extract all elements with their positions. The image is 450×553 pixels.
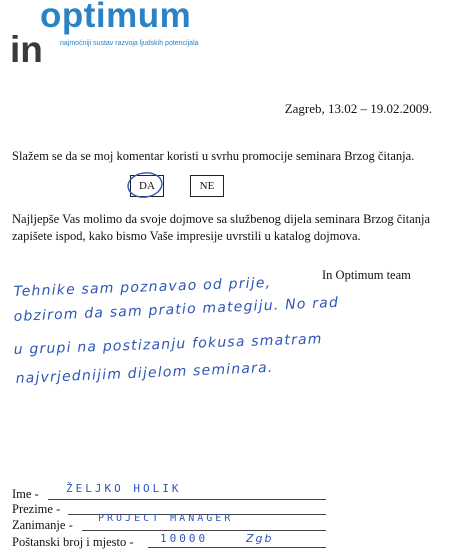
comment-line: najvrjednijim dijelom seminara. <box>15 359 274 387</box>
ime-value[interactable]: ŽELJKO HOLIK <box>66 482 182 495</box>
mjesto-value[interactable]: Zgb <box>246 532 274 545</box>
document-date: Zagreb, 13.02 – 19.02.2009. <box>284 101 432 116</box>
logo-brand: optimum <box>40 0 192 35</box>
selection-circle-mark <box>124 169 166 201</box>
postanski-value[interactable]: 10000 <box>160 532 209 545</box>
option-da-box[interactable]: DA <box>130 175 164 197</box>
zanimanje-line <box>82 530 326 531</box>
zanimanje-value[interactable]: PROJECT MANAGER <box>98 513 234 524</box>
comment-line: u grupi na postizanju fokusa smatram <box>13 331 323 358</box>
team-signature: In Optimum team <box>322 268 411 282</box>
ime-label: Ime - <box>12 487 39 501</box>
logo-tagline: najmoćniji sustav razvoja ljudskih potencijala <box>60 40 199 47</box>
comment-line: Tehnike sam poznavao od prije, <box>13 275 272 300</box>
postanski-line <box>148 547 326 548</box>
comment-line: obzirom da sam pratio mategiju. No rad <box>13 294 340 325</box>
prezime-label: Prezime - <box>12 502 61 516</box>
zanimanje-label: Zanimanje - <box>12 518 73 532</box>
postanski-label: Poštanski broj i mjesto - <box>12 535 134 549</box>
logo-prefix: in <box>10 29 43 70</box>
consent-text: Slažem se da se moj komentar koristi u svrhu promocije seminara Brzog čitanja. <box>12 149 415 163</box>
ime-line <box>48 499 326 500</box>
option-ne-box[interactable]: NE <box>190 175 224 197</box>
request-text: Najljepše Vas molimo da svoje dojmove sa službenog dijela seminara Brzog čitanja zapišete ispod, kako bismo Vaše impresije uvrstili u katalog dojmova. <box>12 212 431 243</box>
